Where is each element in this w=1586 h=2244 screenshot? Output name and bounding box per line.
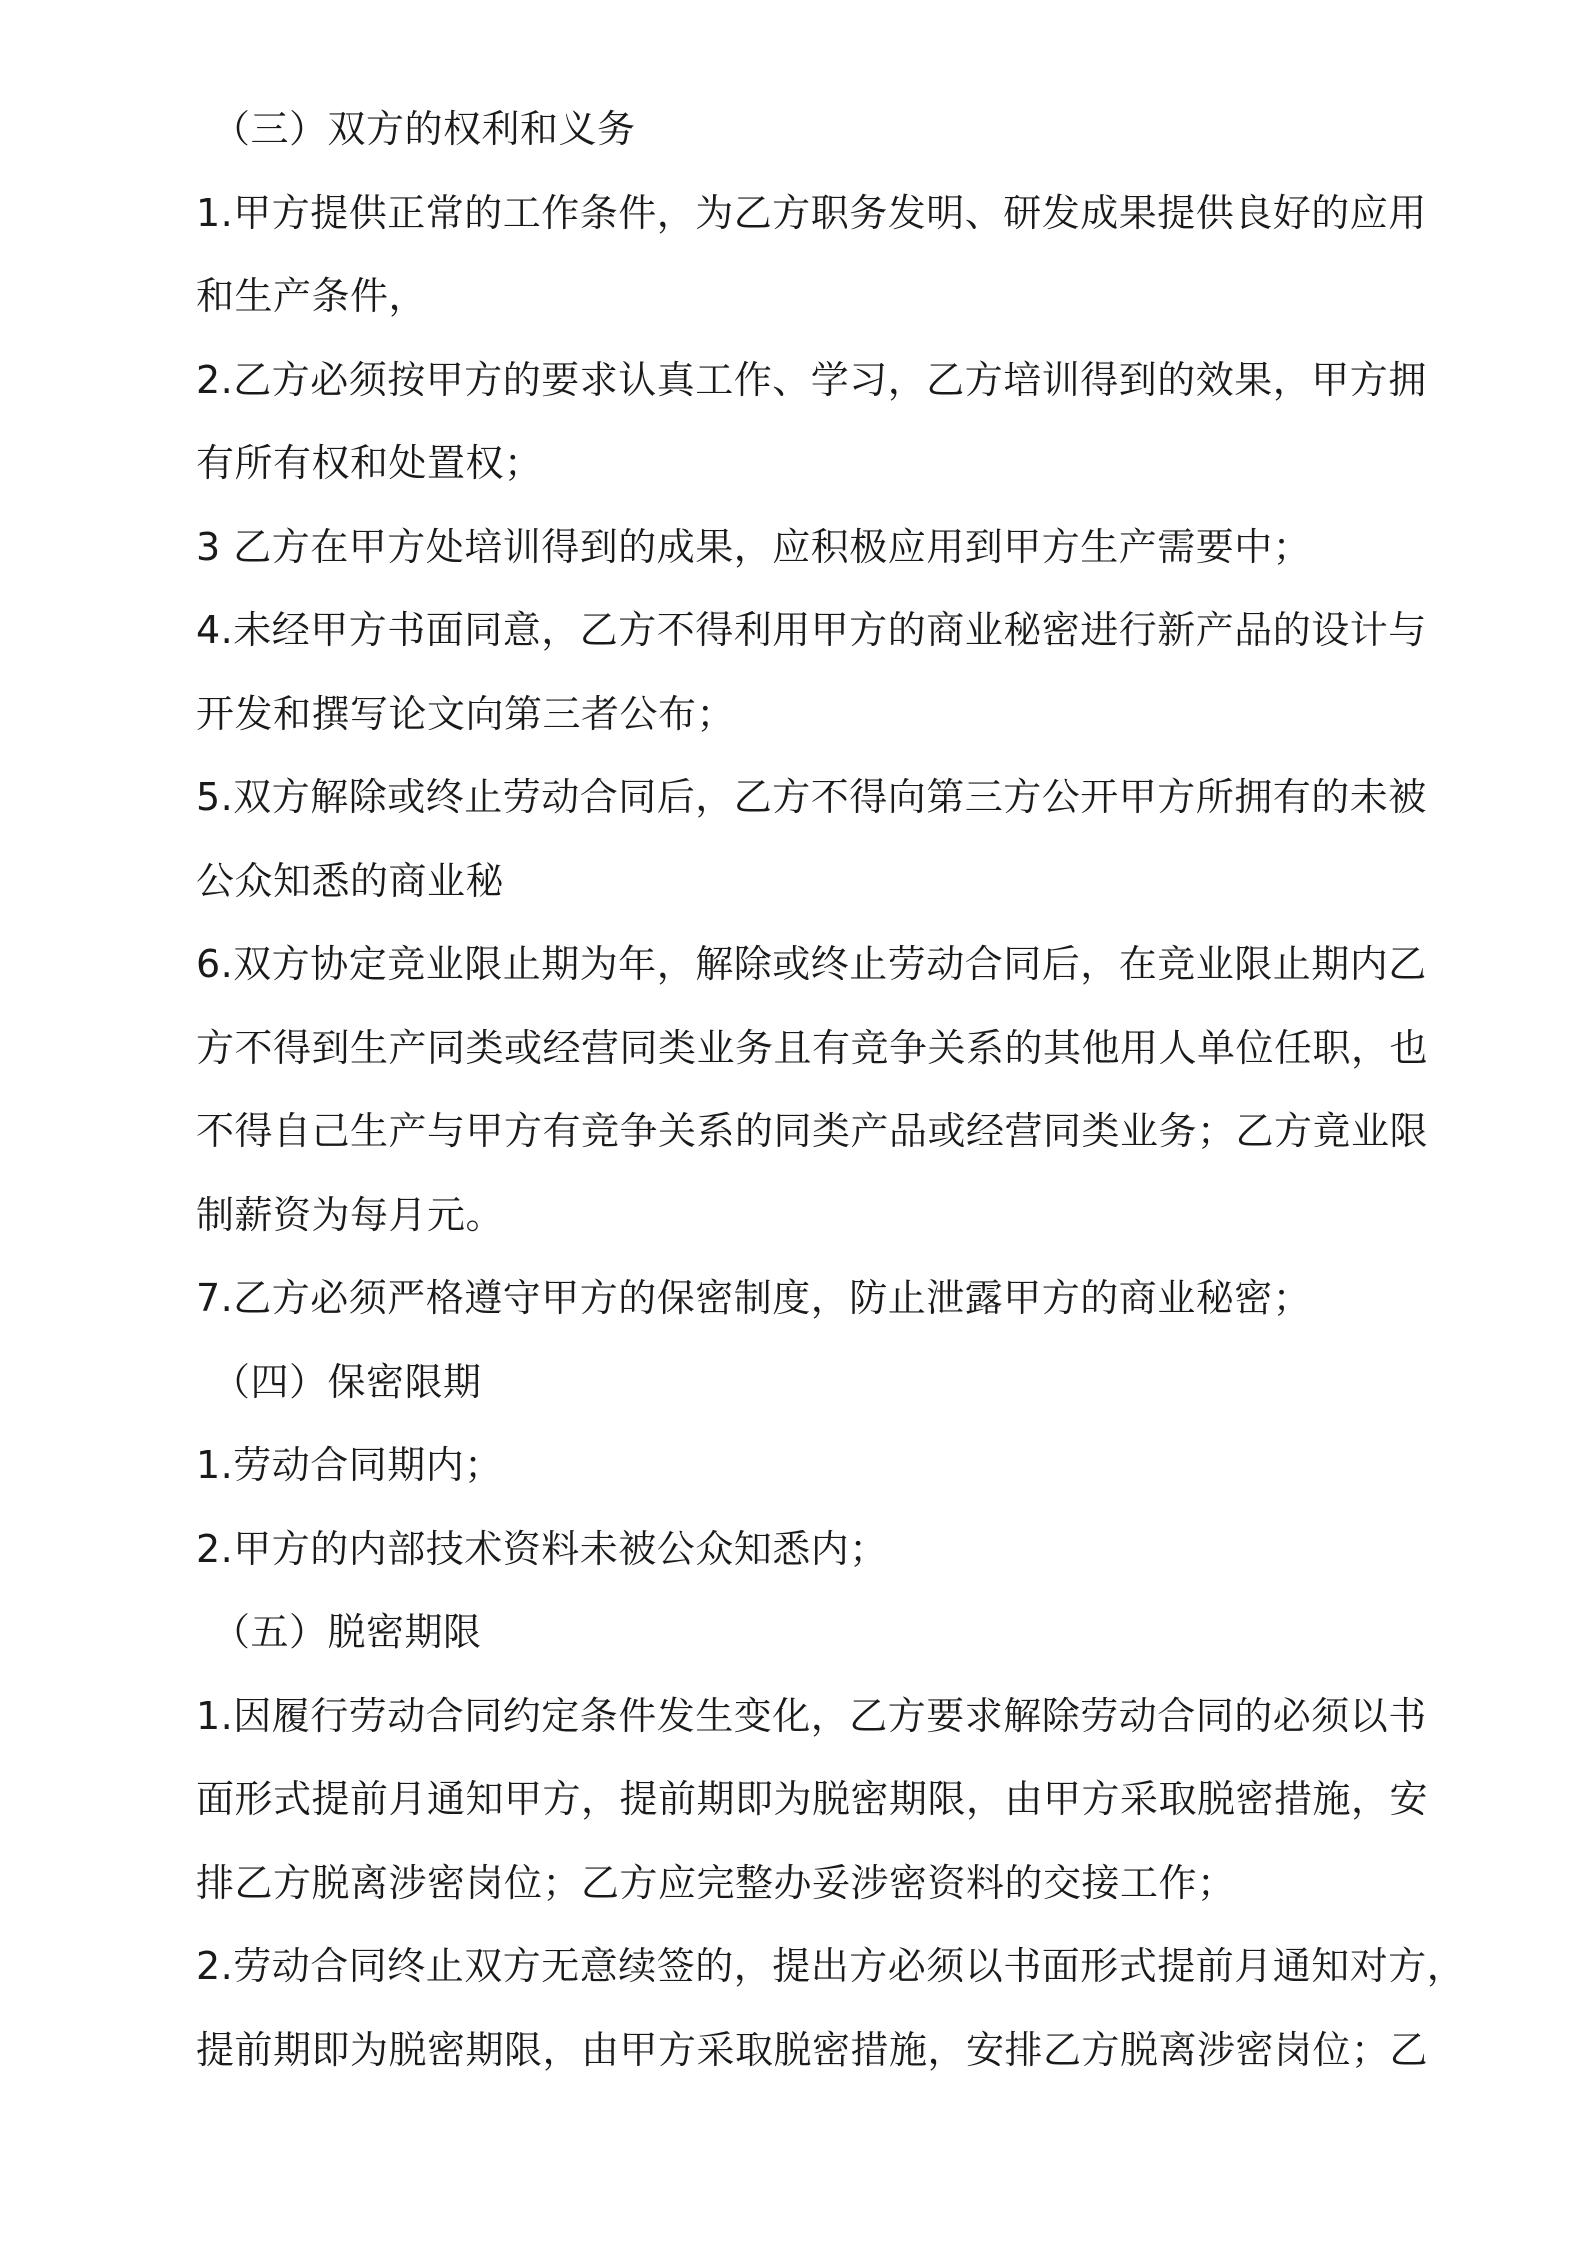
paragraph-line: 6.双方协定竞业限止期为年，解除或终止劳动合同后，在竞业限止期内乙 [196,942,1427,986]
paragraph-line: 2.甲方的内部技术资料未被公众知悉内； [196,1526,888,1571]
paragraph-line: 方不得到生产同类或经营同类业务且有竞争关系的其他用人单位任职，也 [196,1025,1429,1070]
paragraph-line: 5.双方解除或终止劳动合同后，乙方不得向第三方公开甲方所拥有的未被 [196,775,1427,819]
paragraph-line: 提前期即为脱密期限，由甲方采取脱密措施，安排乙方脱离涉密岗位；乙 [196,2027,1429,2072]
paragraph-line: 1.劳动合同期内； [196,1443,503,1487]
paragraph-line: 不得自己生产与甲方有竞争关系的同类产品或经营同类业务；乙方竟业限 [196,1109,1429,1153]
paragraph-line: 公众知悉的商业秘 [196,858,505,903]
section-heading-declassification-period: （五）脱密期限 [212,1610,482,1654]
paragraph-line: 1.甲方提供正常的工作条件，为乙方职务发明、研发成果提供良好的应用 [196,190,1427,235]
paragraph-line: 2.乙方必须按甲方的要求认真工作、学习，乙方培训得到的效果，甲方拥 [196,357,1427,402]
paragraph-line: 制薪资为每月元。 [196,1192,505,1237]
paragraph-line: 排乙方脱离涉密岗位；乙方应完整办妥涉密资料的交接工作； [196,1860,1236,1905]
paragraph-line: 有所有权和处置权； [196,441,543,485]
paragraph-line: 3 乙方在甲方处培训得到的成果，应积极应用到甲方生产需要中； [196,524,1312,569]
section-heading-rights-obligations: （三）双方的权利和义务 [212,107,636,151]
paragraph-line: 面形式提前月通知甲方，提前期即为脱密期限，由甲方采取脱密措施，安 [196,1777,1429,1821]
paragraph-line: 开发和撰写论文向第三者公布； [196,691,736,736]
document-body [196,88,1466,2092]
paragraph-line: 和生产条件， [196,274,428,318]
paragraph-line: 2.劳动合同终止双方无意续签的，提出方必须以书面形式提前月通知对方， [196,1944,1466,1988]
paragraph-line: 7.乙方必须严格遵守甲方的保密制度，防止泄露甲方的商业秘密； [196,1276,1312,1320]
paragraph-line: 1.因履行劳动合同约定条件发生变化，乙方要求解除劳动合同的必须以书 [196,1693,1427,1738]
section-heading-confidentiality-period: （四）保密限期 [212,1359,482,1404]
paragraph-line: 4.未经甲方书面同意，乙方不得利用甲方的商业秘密进行新产品的设计与 [196,608,1427,652]
